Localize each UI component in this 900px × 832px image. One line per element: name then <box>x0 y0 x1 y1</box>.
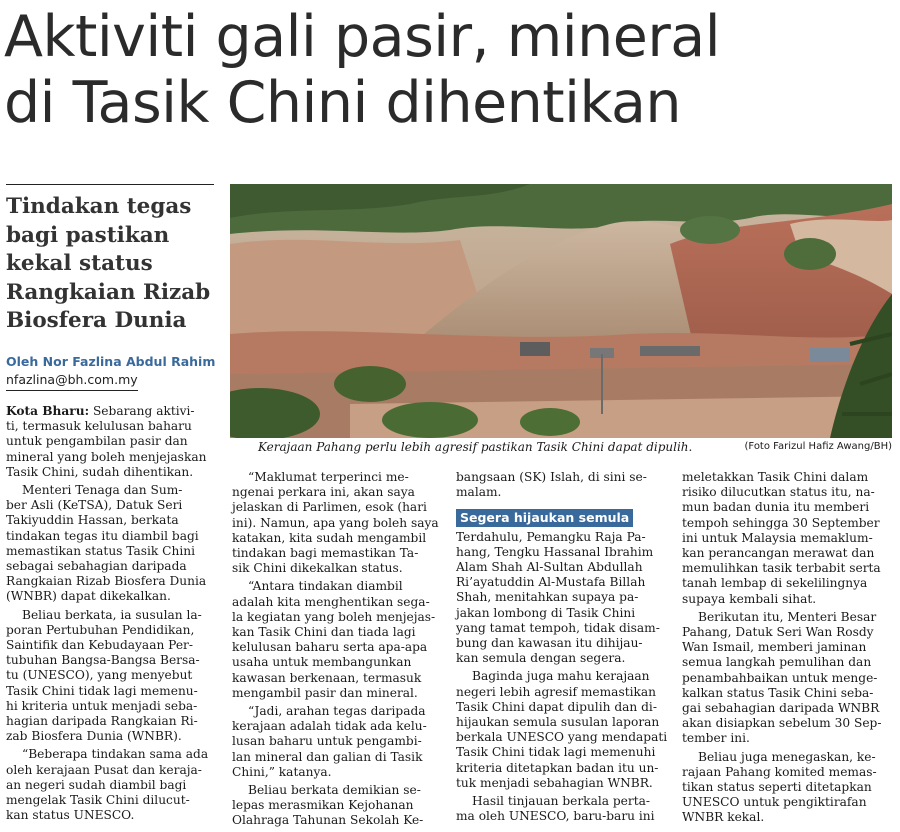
text-line: kelulusan baharu serta apa-apa <box>232 640 428 655</box>
article-column-1 <box>6 404 218 826</box>
text-line: kan semula dengan segera. <box>456 651 626 666</box>
paragraph <box>6 608 218 745</box>
paragraph <box>682 750 894 826</box>
paragraph <box>6 404 218 480</box>
quarry-photo <box>230 184 892 438</box>
text-line: risiko dilucutkan status itu, na- <box>682 485 875 500</box>
author-email[interactable]: nfazlina@bh.com.my <box>6 372 138 391</box>
text-line: memastikan status Tasik Chini <box>6 543 195 558</box>
paragraph <box>456 530 668 667</box>
text-line: usaha untuk membangunkan <box>232 655 412 670</box>
text-line: (WNBR) dapat dikekalkan. <box>6 589 171 604</box>
text-line: “Beberapa tindakan sama ada <box>22 747 209 762</box>
text-line: mineral yang boleh menjejaskan <box>6 449 207 464</box>
deck-line: kekal status <box>6 251 153 276</box>
text-line: Hasil tinjauan berkala perta- <box>472 794 650 809</box>
article-column-2 <box>232 470 444 832</box>
paragraph <box>456 470 668 500</box>
text-line: yang tamat tempoh, tidak disam- <box>456 620 660 635</box>
text-line: meletakkan Tasik Chini dalam <box>682 470 869 484</box>
paragraph <box>682 470 894 607</box>
divider <box>6 184 214 185</box>
text-line: Olahraga Tahunan Sekolah Ke- <box>232 813 424 828</box>
text-line: Terdahulu, Pemangku Raja Pa- <box>456 529 646 544</box>
text-line: Tasik Chini tidak lagi memenu- <box>6 683 198 698</box>
text-line: kawasan berkenaan, termasuk <box>232 670 422 685</box>
section-subhead: Segera hijaukan semula <box>456 509 633 526</box>
text-line: semua langkah pemulihan dan <box>682 655 872 670</box>
paragraph <box>456 669 668 791</box>
paragraph <box>456 794 668 824</box>
text-line: akan disiapkan sebelum 30 Sep- <box>682 716 882 731</box>
paragraph <box>232 579 444 701</box>
deck-line: bagi pastikan <box>6 222 170 248</box>
caption-text: Kerajaan Pahang perlu lebih agresif pastikan Tasik Chini dapat dipulih. <box>258 440 693 454</box>
text-line: katakan, kita sudah mengambil <box>232 530 427 545</box>
text-line: hi kriteria untuk menjadi seba- <box>6 698 198 713</box>
text-line: tindakan bagi memastikan Ta- <box>232 546 419 561</box>
sidebar <box>6 184 214 391</box>
text-line: Ri’ayatuddin Al-Mustafa Billah <box>456 575 646 590</box>
text-line: penambahbaikan untuk menge- <box>682 670 878 685</box>
text-line: poran Pertubuhan Pendidikan, <box>6 622 195 637</box>
text-line: Berikutan itu, Menteri Besar <box>698 609 877 624</box>
deck-line: Tindakan tegas <box>6 194 192 219</box>
text-line: kan status UNESCO. <box>6 808 135 823</box>
text-line: la kegiatan yang boleh menjejas- <box>232 609 436 624</box>
text-line: kriteria ditetapkan badan itu un- <box>456 760 659 775</box>
text-line: ma oleh UNESCO, baru-baru ini <box>456 809 655 824</box>
text-line: “Antara tindakan diambil <box>248 579 403 594</box>
text-line: mengambil pasir dan mineral. <box>232 685 418 700</box>
text-line: Takiyuddin Hassan, berkata <box>6 513 179 528</box>
text-line: sebagai sebahagian daripada <box>6 559 187 574</box>
text-line: Shah, menitahkan supaya pa- <box>456 590 639 605</box>
text-line: bangsaan (SK) Islah, di sini se- <box>456 470 647 484</box>
text-line: tindakan tegas itu diambil bagi <box>6 528 199 543</box>
headline <box>4 4 896 136</box>
text-line: malam. <box>456 485 502 500</box>
paragraph <box>232 470 444 576</box>
text-line: jakan lombong di Tasik Chini <box>456 605 636 620</box>
photo-caption <box>230 440 892 458</box>
paragraph <box>232 704 444 780</box>
headline-line: di Tasik Chini dihentikan <box>4 70 682 136</box>
text-line: memulihkan tasik terbabit serta <box>682 561 881 576</box>
text-line: Alam Shah Al-Sultan Abdullah <box>456 560 643 575</box>
text-line: “Maklumat terperinci me- <box>248 470 409 484</box>
text-line: sik Chini dikekalkan status. <box>232 561 403 576</box>
text-line: kerajaan adalah tidak ada kelu- <box>232 719 427 734</box>
text-line: Wan Ismail, memberi jaminan <box>682 640 867 655</box>
text-line: Pahang, Datuk Seri Wan Rosdy <box>682 625 874 640</box>
text-line: Beliau juga menegaskan, ke- <box>698 749 876 764</box>
text-line: Baginda juga mahu kerajaan <box>472 669 650 684</box>
text-line: mengelak Tasik Chini dilucut- <box>6 793 190 808</box>
text-line: Menteri Tenaga dan Sum- <box>22 483 183 498</box>
text-line: gai sebahagian daripada WNBR <box>682 701 880 716</box>
dateline: Kota Bharu: <box>6 404 90 418</box>
text-line: Tasik Chini, sudah dihentikan. <box>6 464 194 479</box>
article-column-3 <box>456 470 668 827</box>
text-line: kan perancangan merawat dan <box>682 546 875 561</box>
text-line: tubuhan Bangsa-Bangsa Bersa- <box>6 653 200 668</box>
text-line: Sebarang aktivi- <box>92 404 195 418</box>
text-line: bung dan kawasan itu dihijau- <box>456 636 643 651</box>
paragraph <box>682 610 894 747</box>
text-line: ber Asli (KeTSA), Datuk Seri <box>6 498 183 513</box>
deck-line: Rangkaian Rizab <box>6 279 211 305</box>
text-line: ini). Namun, apa yang boleh saya <box>232 515 439 530</box>
text-line: UNESCO untuk pengiktirafan <box>682 795 867 810</box>
text-line: zab Biosfera Dunia (WNBR). <box>6 729 182 744</box>
text-line: tu (UNESCO), yang menyebut <box>6 668 193 683</box>
text-line: ini untuk Malaysia memaklum- <box>682 530 873 545</box>
text-line: hagian daripada Rangkaian Ri- <box>6 714 198 729</box>
text-line: Beliau berkata, ia susulan la- <box>22 607 202 622</box>
deck <box>6 193 214 336</box>
paragraph <box>6 747 218 823</box>
text-line: untuk pengambilan pasir dan <box>6 434 188 449</box>
text-line: an negeri sudah diambil bagi <box>6 777 187 792</box>
text-line: tanah lembap di sekelilingnya <box>682 576 868 591</box>
text-line: ngenai perkara ini, akan saya <box>232 485 415 500</box>
text-line: kan Tasik Chini dan tiada lagi <box>232 625 416 640</box>
text-line: tember ini. <box>682 731 750 746</box>
text-line: Chini,” katanya. <box>232 764 332 779</box>
text-line: tuk menjadi sebahagian WNBR. <box>456 775 653 790</box>
text-line: lepas merasmikan Kejohanan <box>232 798 414 813</box>
text-line: adalah kita menghentikan sega- <box>232 594 430 609</box>
text-line: tikan status seperti ditetapkan <box>682 780 872 795</box>
text-line: hijaukan semula susulan laporan <box>456 715 660 730</box>
text-line: tempoh sehingga 30 September <box>682 515 880 530</box>
text-line: kalkan status Tasik Chini seba- <box>682 685 874 700</box>
text-line: negeri lebih agresif memastikan <box>456 684 656 699</box>
photo-credit: (Foto Farizul Hafiz Awang/BH) <box>744 441 892 452</box>
text-line: oleh kerajaan Pusat dan keraja- <box>6 762 202 777</box>
byline: Oleh Nor Fazlina Abdul Rahim <box>6 353 216 369</box>
text-line: Tasik Chini dapat dipulih dan di- <box>456 699 657 714</box>
text-line: hang, Tengku Hassanal Ibrahim <box>456 544 654 559</box>
news-photo <box>230 184 892 438</box>
text-line: “Jadi, arahan tegas daripada <box>248 704 426 719</box>
headline-line: Aktiviti gali pasir, mineral <box>4 4 721 70</box>
text-line: WNBR kekal. <box>682 810 765 825</box>
text-line: Saintifik dan Kebudayaan Per- <box>6 638 193 653</box>
text-line: Tasik Chini tidak lagi memenuhi <box>456 745 656 760</box>
paragraph <box>6 483 218 605</box>
article-column-4 <box>682 470 894 829</box>
text-line: berkala UNESCO yang mendapati <box>456 730 668 745</box>
text-line: Beliau berkata demikian se- <box>248 783 421 798</box>
text-line: jelaskan di Parlimen, esok (hari <box>232 500 427 515</box>
text-line: ti, termasuk kelulusan baharu <box>6 419 192 434</box>
text-line: rajaan Pahang komited memas- <box>682 764 877 779</box>
text-line: supaya kembali sihat. <box>682 591 817 606</box>
text-line: lan mineral dan galian di Tasik <box>232 749 423 764</box>
text-line: Rangkaian Rizab Biosfera Dunia <box>6 574 207 589</box>
text-line: lusan baharu untuk pengambi- <box>232 734 422 749</box>
deck-line: Biosfera Dunia <box>6 308 187 333</box>
text-line: mun badan dunia itu memberi <box>682 500 870 515</box>
paragraph <box>232 783 444 829</box>
